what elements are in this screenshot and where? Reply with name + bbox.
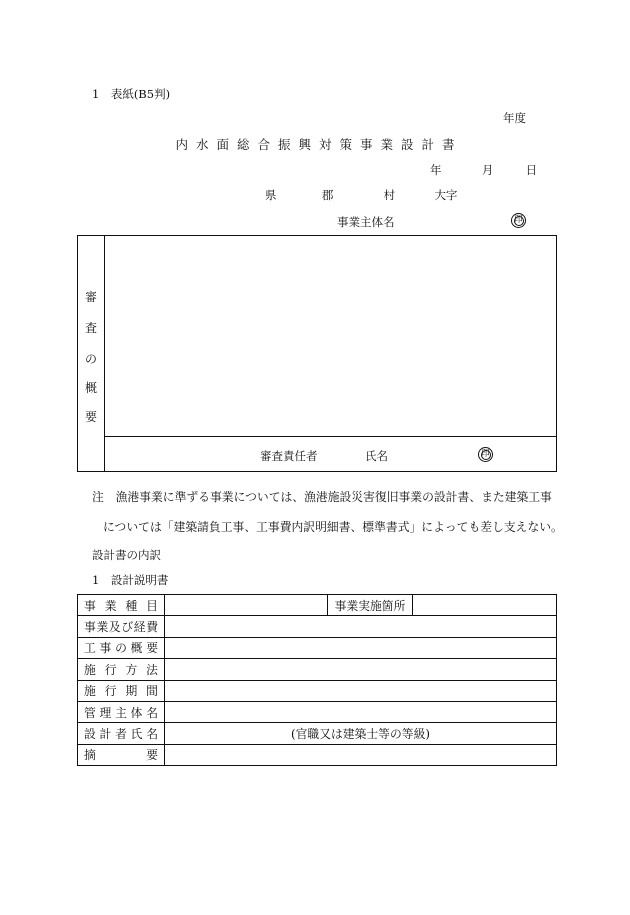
label-char: 業 bbox=[96, 620, 109, 635]
date-year: 年 bbox=[430, 163, 442, 177]
table-row bbox=[78, 744, 557, 765]
label-char: 体 bbox=[130, 705, 143, 720]
label-char: 計 bbox=[99, 727, 112, 742]
label-char: 要 bbox=[146, 748, 158, 763]
place-prefecture: 県 bbox=[265, 188, 277, 202]
document-title: 内水面総合振興対策事業設計書 bbox=[175, 137, 463, 152]
label-char: 方 bbox=[125, 662, 138, 677]
side-char: の bbox=[84, 352, 97, 366]
label-char: 名 bbox=[146, 705, 158, 720]
review-summary-side-label bbox=[78, 236, 105, 471]
remarks-field[interactable] bbox=[165, 744, 557, 765]
label-char: 事 bbox=[84, 598, 96, 613]
section-title: 1 表紙(B5判) bbox=[92, 87, 171, 101]
seal-mark-icon: 印 bbox=[511, 213, 526, 228]
sub-section-title: 1 設計説明書 bbox=[92, 573, 169, 587]
location-field[interactable] bbox=[413, 595, 557, 616]
label-char: 事 bbox=[84, 620, 96, 635]
label-char: 名 bbox=[146, 727, 158, 742]
period-field[interactable] bbox=[165, 680, 557, 701]
row-label bbox=[78, 744, 165, 765]
reviewer-label: 審査責任者 bbox=[260, 449, 318, 463]
row-label bbox=[78, 595, 165, 616]
label-char: 工 bbox=[84, 641, 96, 656]
reviewer-name-label: 氏名 bbox=[365, 449, 388, 463]
place-village: 村 bbox=[383, 188, 396, 202]
table-row bbox=[78, 659, 557, 680]
label-char: 行 bbox=[104, 662, 117, 677]
designer-note: (官職又は建築士等の等級) bbox=[291, 727, 430, 742]
label-char: 摘 bbox=[84, 748, 96, 763]
table-row bbox=[78, 595, 557, 616]
label-text bbox=[84, 704, 158, 721]
row-label bbox=[78, 616, 165, 637]
row-label bbox=[78, 723, 165, 744]
table-row bbox=[78, 701, 557, 722]
cost-field[interactable] bbox=[165, 616, 557, 637]
row-label bbox=[78, 659, 165, 680]
label-char: 者 bbox=[115, 727, 127, 742]
date-day: 日 bbox=[525, 163, 538, 177]
place-district: 大字 bbox=[434, 188, 458, 202]
label-char: 及 bbox=[108, 620, 121, 635]
row-label bbox=[78, 701, 165, 722]
side-char: 査 bbox=[84, 321, 97, 335]
table-row bbox=[78, 723, 557, 744]
work-summary-field[interactable] bbox=[165, 637, 557, 658]
label-char: 概 bbox=[130, 641, 143, 656]
table-row bbox=[78, 637, 557, 658]
review-summary-box bbox=[77, 235, 557, 472]
place-county: 郡 bbox=[321, 188, 334, 202]
label-char: 経 bbox=[133, 620, 146, 635]
label-char: 要 bbox=[146, 641, 158, 656]
fiscal-year-label: 年度 bbox=[503, 111, 526, 125]
label-char: 法 bbox=[146, 662, 158, 677]
label-char: 間 bbox=[146, 684, 158, 699]
entity-name-label: 事業主体名 bbox=[337, 215, 395, 229]
label-char: 目 bbox=[146, 598, 158, 613]
review-summary-field[interactable] bbox=[105, 236, 556, 437]
date-line bbox=[430, 162, 537, 178]
label-char: 事 bbox=[99, 641, 112, 656]
label-char: 主 bbox=[115, 705, 127, 720]
label-char: の bbox=[115, 641, 127, 656]
label-char: 期 bbox=[125, 684, 138, 699]
location-label: 事業実施箇所 bbox=[328, 595, 413, 616]
label-text bbox=[84, 639, 158, 656]
breakdown-title: 設計書の内訳 bbox=[92, 548, 161, 562]
seal-mark-icon: 印 bbox=[478, 447, 493, 462]
label-char: 氏 bbox=[130, 727, 143, 742]
label-text bbox=[84, 618, 158, 635]
label-text bbox=[84, 661, 158, 678]
label-text bbox=[84, 682, 158, 699]
project-type-field[interactable] bbox=[165, 595, 328, 616]
row-label bbox=[78, 637, 165, 658]
table-row bbox=[78, 616, 557, 637]
label-char: 行 bbox=[104, 684, 117, 699]
design-details-table bbox=[77, 594, 557, 766]
method-field[interactable] bbox=[165, 659, 557, 680]
label-char: 管 bbox=[84, 705, 96, 720]
label-char: 施 bbox=[84, 662, 96, 677]
table-row bbox=[78, 680, 557, 701]
side-char: 要 bbox=[84, 410, 97, 424]
label-char: び bbox=[121, 620, 134, 635]
label-char: 業 bbox=[104, 598, 117, 613]
label-text bbox=[84, 746, 158, 763]
designer-field[interactable] bbox=[165, 723, 557, 744]
manager-field[interactable] bbox=[165, 701, 557, 722]
date-month: 月 bbox=[481, 163, 494, 177]
label-char: 理 bbox=[99, 705, 112, 720]
row-label bbox=[78, 680, 165, 701]
label-char: 設 bbox=[84, 727, 96, 742]
label-char: 費 bbox=[146, 620, 158, 635]
note-line-2: については「建築請負工事、工事費内訳明細書、標準書式」によっても差し支えない。 bbox=[103, 520, 563, 534]
label-char: 種 bbox=[125, 598, 138, 613]
label-text bbox=[84, 597, 158, 614]
place-line bbox=[265, 187, 457, 203]
side-char: 概 bbox=[84, 381, 97, 395]
label-text bbox=[84, 725, 158, 742]
label-char: 施 bbox=[84, 684, 96, 699]
side-char: 審 bbox=[84, 290, 97, 304]
note-line-1: 注 漁港事業に準ずる事業については、漁港施設災害復旧事業の設計書、また建築工事 bbox=[92, 490, 552, 504]
